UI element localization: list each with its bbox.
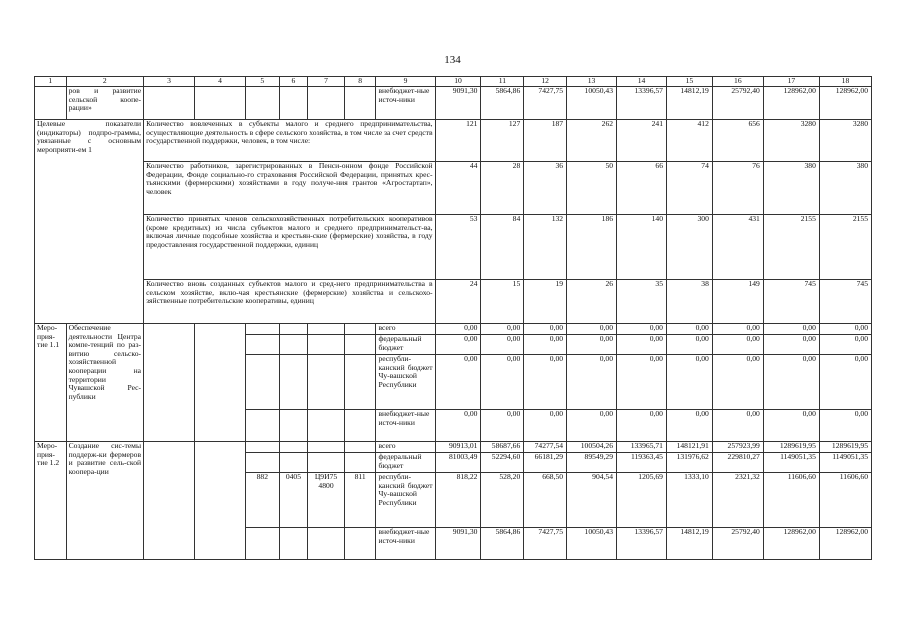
code-c5: 882 xyxy=(246,473,280,528)
value-cell: 0,00 xyxy=(435,410,481,442)
indicator-text: Количество вовлеченных в субъекты малого и среднего предпринимательства, осуществляющие деятельность в сфере сельского хозяйства, в том числе за счет средств государственной поддержки, человек, в том числе: xyxy=(144,120,436,162)
code-c6: 0405 xyxy=(279,473,308,528)
value-cell: 0,00 xyxy=(567,324,617,335)
value-cell: 121 xyxy=(435,120,481,162)
value-cell: 380 xyxy=(819,162,871,215)
value-cell: 187 xyxy=(524,120,567,162)
value-cell: 128962,00 xyxy=(763,528,819,560)
value-cell: 2321,32 xyxy=(712,473,763,528)
value-cell: 0,00 xyxy=(481,335,524,355)
value-cell: 656 xyxy=(712,120,763,162)
funding-source: республи-канский бюджет Чу-вашской Республики xyxy=(376,473,435,528)
value-cell: 0,00 xyxy=(524,355,567,410)
value-cell: 0,00 xyxy=(617,335,667,355)
table-row xyxy=(35,324,872,335)
value-cell: 14812,19 xyxy=(666,87,712,120)
value-cell: 10050,43 xyxy=(567,528,617,560)
value-cell: 229810,27 xyxy=(712,453,763,473)
value-cell: 66 xyxy=(617,162,667,215)
table-row xyxy=(35,87,872,120)
value-cell: 5864,86 xyxy=(481,87,524,120)
col-header: 5 xyxy=(246,77,280,87)
value-cell: 25792,40 xyxy=(712,87,763,120)
value-cell: 133965,71 xyxy=(617,442,667,453)
col-header: 18 xyxy=(819,77,871,87)
code-c7: Ц9И75 4800 xyxy=(308,473,345,528)
value-cell: 262 xyxy=(567,120,617,162)
value-cell: 119363,45 xyxy=(617,453,667,473)
value-cell: 0,00 xyxy=(435,335,481,355)
funding-source: внебюджет-ные источ-ники xyxy=(376,410,435,442)
value-cell: 7427,75 xyxy=(524,87,567,120)
value-cell: 2155 xyxy=(819,215,871,280)
col-header: 6 xyxy=(279,77,308,87)
value-cell: 0,00 xyxy=(617,324,667,335)
value-cell: 128962,00 xyxy=(819,528,871,560)
value-cell: 132 xyxy=(524,215,567,280)
value-cell: 241 xyxy=(617,120,667,162)
value-cell: 128962,00 xyxy=(763,87,819,120)
value-cell: 1149051,35 xyxy=(819,453,871,473)
value-cell: 745 xyxy=(763,280,819,324)
value-cell: 1149051,35 xyxy=(763,453,819,473)
value-cell: 186 xyxy=(567,215,617,280)
funding-source: всего xyxy=(376,442,435,453)
value-cell: 0,00 xyxy=(481,410,524,442)
value-cell: 0,00 xyxy=(666,324,712,335)
page-number: 134 xyxy=(444,54,461,66)
funding-source: внебюджет-ные источ-ники xyxy=(376,87,435,120)
value-cell: 9091,30 xyxy=(435,87,481,120)
value-cell: 36 xyxy=(524,162,567,215)
col-header: 1 xyxy=(35,77,67,87)
value-cell: 2155 xyxy=(763,215,819,280)
value-cell: 0,00 xyxy=(712,355,763,410)
value-cell: 528,20 xyxy=(481,473,524,528)
indicator-text: Количество вновь созданных субъектов малого и сред-него предпринимательства в сельском хозяйстве, вклю-чая крестьянские (фермерские) хозяйства и сельскохо-зяйственные потребительские кооперативы, единиц xyxy=(144,280,436,324)
col-header: 10 xyxy=(435,77,481,87)
indicator-text: Количество принятых членов сельскохозяйственных потребительских кооперативов (кроме кредитных) из числа субъектов малого и среднего предпринимательст-ва, включая личные подсобные хозяйства и крестьян-ские (фермерские) хозяйства, в году предоставления государственной поддержки, единиц xyxy=(144,215,436,280)
value-cell: 0,00 xyxy=(435,324,481,335)
value-cell: 13396,57 xyxy=(617,87,667,120)
value-cell: 0,00 xyxy=(481,355,524,410)
value-cell: 0,00 xyxy=(763,335,819,355)
value-cell: 0,00 xyxy=(435,355,481,410)
value-cell: 1289619,95 xyxy=(819,442,871,453)
value-cell: 149 xyxy=(712,280,763,324)
value-cell: 1333,10 xyxy=(666,473,712,528)
value-cell: 0,00 xyxy=(666,335,712,355)
value-cell: 52294,60 xyxy=(481,453,524,473)
value-cell: 148121,91 xyxy=(666,442,712,453)
measure-name: Создание сис-темы поддерж-ки фермеров и развитие сель-ской коопера-ции xyxy=(66,442,143,560)
col-header: 8 xyxy=(344,77,376,87)
value-cell: 0,00 xyxy=(567,410,617,442)
funding-source: федеральный бюджет xyxy=(376,453,435,473)
value-cell: 0,00 xyxy=(712,335,763,355)
col-header: 7 xyxy=(308,77,345,87)
col-header: 12 xyxy=(524,77,567,87)
value-cell: 26 xyxy=(567,280,617,324)
code-c8: 811 xyxy=(344,473,376,528)
measure-name: Обеспечение деятельности Центра компе-тенций по раз-витию сельско-хозяйственной кооперации на территории Чувашской Рес-публики xyxy=(66,324,143,442)
value-cell: 9091,30 xyxy=(435,528,481,560)
funding-source: республи-канский бюджет Чу-вашской Республики xyxy=(376,355,435,410)
col-header: 16 xyxy=(712,77,763,87)
funding-source: внебюджет-ные источ-ники xyxy=(376,528,435,560)
value-cell: 0,00 xyxy=(666,410,712,442)
value-cell: 0,00 xyxy=(666,355,712,410)
value-cell: 24 xyxy=(435,280,481,324)
value-cell: 89549,29 xyxy=(567,453,617,473)
measure-label: Меро-прия-тие 1.2 xyxy=(35,442,67,560)
value-cell: 53 xyxy=(435,215,481,280)
value-cell: 14812,19 xyxy=(666,528,712,560)
value-cell: 745 xyxy=(819,280,871,324)
value-cell: 0,00 xyxy=(763,410,819,442)
value-cell: 25792,40 xyxy=(712,528,763,560)
col-header: 9 xyxy=(376,77,435,87)
col-header: 3 xyxy=(144,77,195,87)
value-cell: 50 xyxy=(567,162,617,215)
value-cell: 140 xyxy=(617,215,667,280)
value-cell: 66181,29 xyxy=(524,453,567,473)
value-cell: 0,00 xyxy=(763,355,819,410)
measure-label: Меро-прия-тие 1.1 xyxy=(35,324,67,442)
value-cell: 0,00 xyxy=(819,335,871,355)
program-table xyxy=(34,76,872,560)
value-cell: 257923,99 xyxy=(712,442,763,453)
value-cell: 74 xyxy=(666,162,712,215)
value-cell: 90913,01 xyxy=(435,442,481,453)
funding-source: федеральный бюджет xyxy=(376,335,435,355)
value-cell: 35 xyxy=(617,280,667,324)
value-cell: 28 xyxy=(481,162,524,215)
col-header: 15 xyxy=(666,77,712,87)
value-cell: 74277,54 xyxy=(524,442,567,453)
value-cell: 127 xyxy=(481,120,524,162)
value-cell: 0,00 xyxy=(617,355,667,410)
value-cell: 1289619,95 xyxy=(763,442,819,453)
value-cell: 904,54 xyxy=(567,473,617,528)
value-cell: 100504,26 xyxy=(567,442,617,453)
value-cell: 11606,60 xyxy=(763,473,819,528)
value-cell: 44 xyxy=(435,162,481,215)
value-cell: 380 xyxy=(763,162,819,215)
value-cell: 76 xyxy=(712,162,763,215)
col-header: 11 xyxy=(481,77,524,87)
value-cell: 0,00 xyxy=(617,410,667,442)
targets-label: Целевые показатели (индикаторы) подпро-граммы, увязанные с основным мероприяти-ем 1 xyxy=(35,120,144,324)
value-cell: 3280 xyxy=(819,120,871,162)
value-cell: 7427,75 xyxy=(524,528,567,560)
value-cell: 0,00 xyxy=(819,324,871,335)
value-cell: 0,00 xyxy=(763,324,819,335)
value-cell: 0,00 xyxy=(819,410,871,442)
value-cell: 0,00 xyxy=(481,324,524,335)
value-cell: 1205,69 xyxy=(617,473,667,528)
indicator-text: Количество работников, зарегистрированных в Пенси-онном фонде Российской Федерации, Фонде социально-го страхования Российской Федерации, принятых крес-тьянскими (фермерскими) хозяйствами в году получе-ния грантов «Агростартап», человек xyxy=(144,162,436,215)
value-cell: 81003,49 xyxy=(435,453,481,473)
value-cell: 38 xyxy=(666,280,712,324)
col-header: 17 xyxy=(763,77,819,87)
value-cell: 431 xyxy=(712,215,763,280)
value-cell: 84 xyxy=(481,215,524,280)
col-header: 4 xyxy=(195,77,246,87)
col-header: 13 xyxy=(567,77,617,87)
value-cell: 0,00 xyxy=(524,324,567,335)
funding-source: всего xyxy=(376,324,435,335)
value-cell: 0,00 xyxy=(567,355,617,410)
value-cell: 11606,60 xyxy=(819,473,871,528)
measure-name-cont: ров и развитие сельской коопе-рации» xyxy=(66,87,143,120)
value-cell: 0,00 xyxy=(712,410,763,442)
table-row xyxy=(35,442,872,453)
header-row xyxy=(35,77,872,87)
col-header: 2 xyxy=(66,77,143,87)
value-cell: 10050,43 xyxy=(567,87,617,120)
value-cell: 0,00 xyxy=(819,355,871,410)
table-row xyxy=(35,280,872,324)
table-row xyxy=(35,162,872,215)
value-cell: 668,50 xyxy=(524,473,567,528)
value-cell: 131976,62 xyxy=(666,453,712,473)
value-cell: 5864,86 xyxy=(481,528,524,560)
value-cell: 58687,66 xyxy=(481,442,524,453)
value-cell: 0,00 xyxy=(524,335,567,355)
value-cell: 19 xyxy=(524,280,567,324)
value-cell: 412 xyxy=(666,120,712,162)
value-cell: 15 xyxy=(481,280,524,324)
value-cell: 0,00 xyxy=(567,335,617,355)
value-cell: 13396,57 xyxy=(617,528,667,560)
value-cell: 0,00 xyxy=(712,324,763,335)
value-cell: 0,00 xyxy=(524,410,567,442)
table-row xyxy=(35,215,872,280)
table-row xyxy=(35,120,872,162)
col-header: 14 xyxy=(617,77,667,87)
value-cell: 818,22 xyxy=(435,473,481,528)
value-cell: 128962,00 xyxy=(819,87,871,120)
value-cell: 3280 xyxy=(763,120,819,162)
value-cell: 300 xyxy=(666,215,712,280)
